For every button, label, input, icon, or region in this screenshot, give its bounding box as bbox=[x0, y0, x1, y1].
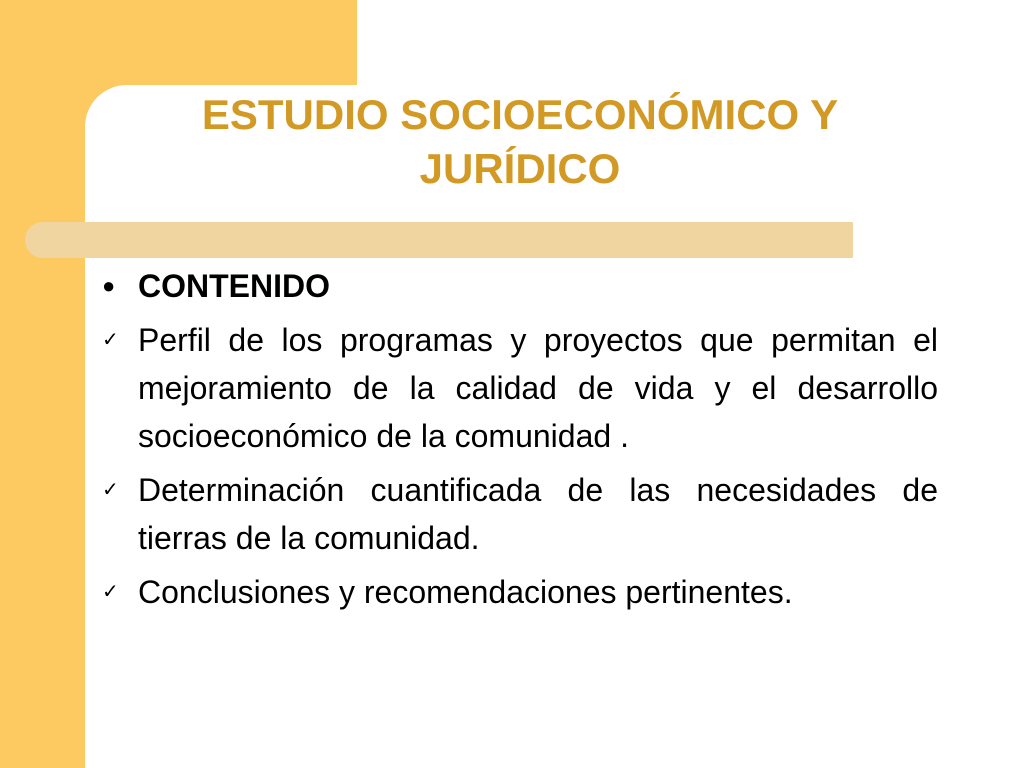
list-item-text: Determinación cuantificada de las necesidades de tierras de la comunidad. bbox=[138, 472, 938, 556]
slide-title bbox=[120, 88, 920, 196]
heading-item bbox=[98, 262, 938, 310]
checkmark-icon: ✓ bbox=[102, 479, 119, 501]
checkmark-icon: ✓ bbox=[102, 329, 119, 351]
title-line-1: ESTUDIO SOCIOECONÓMICO Y bbox=[201, 91, 839, 138]
list-item bbox=[98, 568, 938, 616]
list-item bbox=[98, 466, 938, 562]
bullet-dot-icon: ● bbox=[102, 273, 116, 298]
left-accent-band bbox=[0, 0, 85, 768]
slide-content bbox=[98, 262, 938, 622]
section-heading: CONTENIDO bbox=[138, 268, 330, 304]
title-line-2: JURÍDICO bbox=[419, 145, 621, 192]
title-divider-bar bbox=[25, 222, 853, 258]
list-item-text: Perfil de los programas y proyectos que permitan el mejoramiento de la calidad de vida y el desarrollo socioeconómico de la comunidad . bbox=[138, 322, 938, 454]
checkmark-icon: ✓ bbox=[102, 581, 119, 603]
top-accent-block bbox=[85, 0, 357, 85]
list-item bbox=[98, 316, 938, 460]
list-item-text: Conclusiones y recomendaciones pertinentes. bbox=[138, 574, 793, 610]
